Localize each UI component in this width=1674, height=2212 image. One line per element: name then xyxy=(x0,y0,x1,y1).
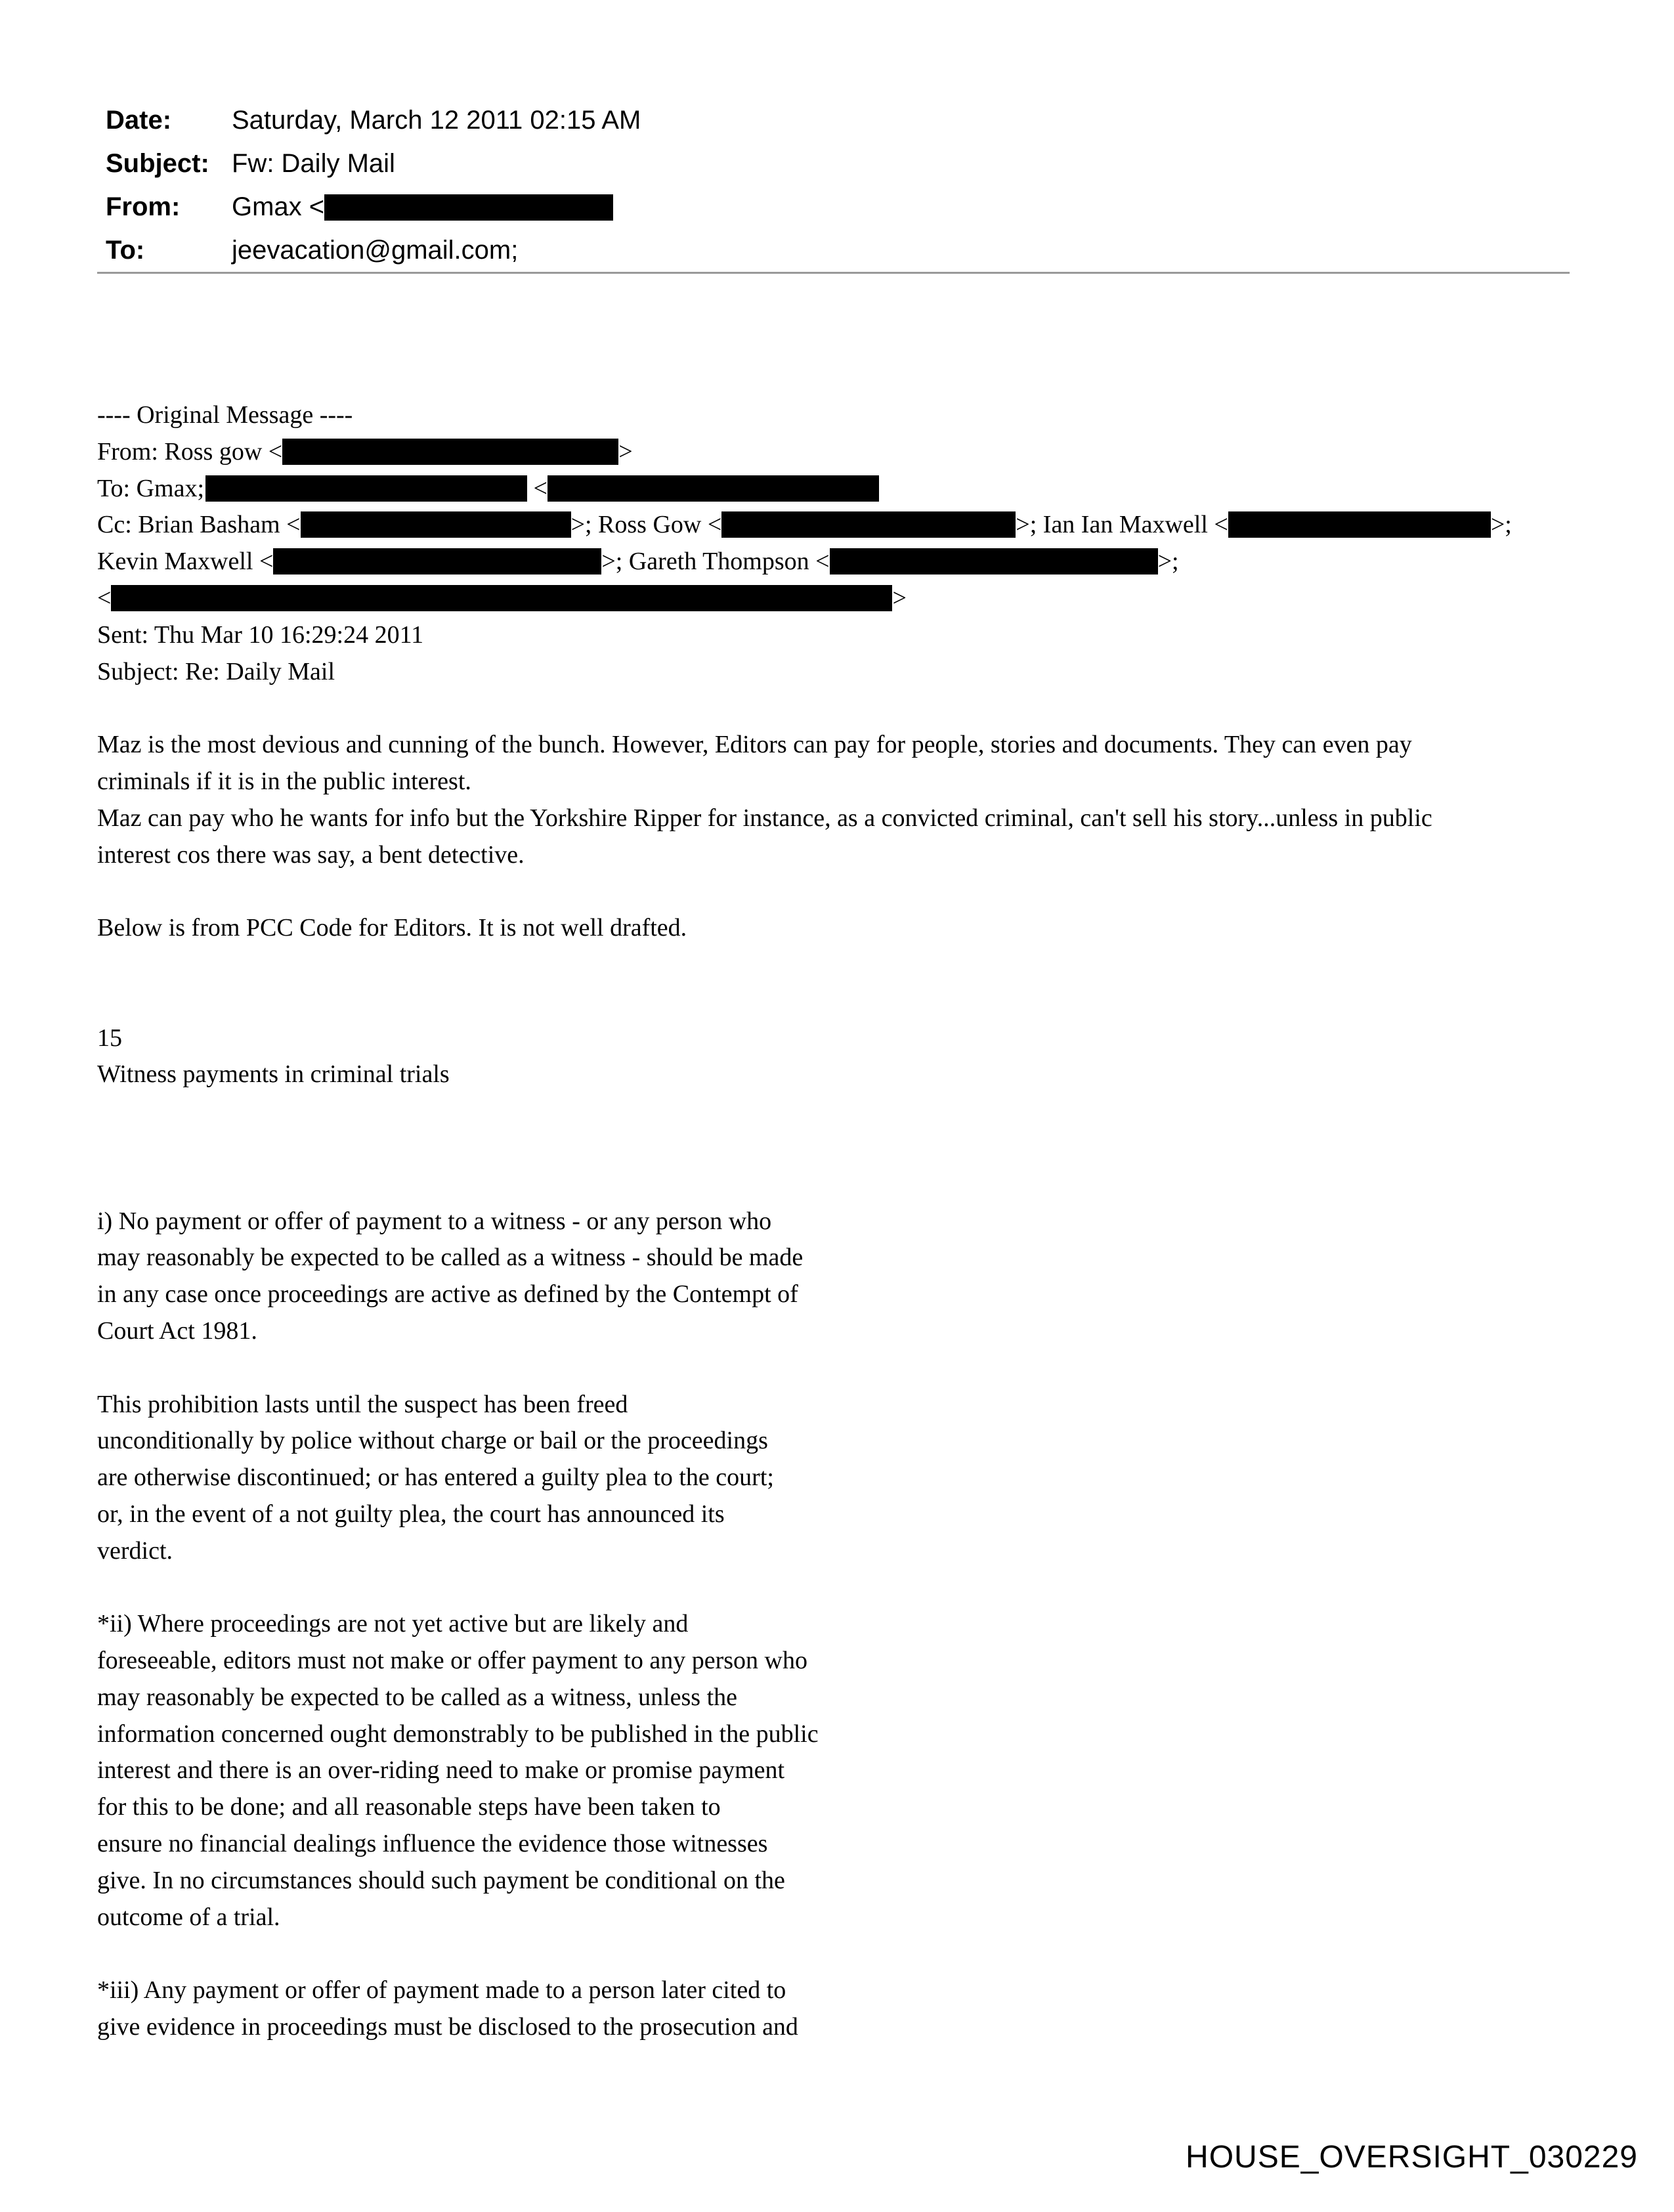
original-to-line xyxy=(97,471,1568,508)
paragraph xyxy=(97,727,1568,873)
subject-row xyxy=(106,142,641,185)
redaction xyxy=(721,511,1016,538)
text-line: in any case once proceedings are active as defined by the Contempt of xyxy=(97,1280,798,1309)
clause-iii xyxy=(97,1972,1568,2046)
text-line: give evidence in proceedings must be disclosed to the prosecution and xyxy=(97,2013,798,2041)
text-line: *iii) Any payment or offer of payment made to a person later cited to xyxy=(97,1976,786,2005)
close-bracket: >; xyxy=(1157,548,1179,576)
text-line: Maz can pay who he wants for info but the Yorkshire Ripper for instance, as a convicted criminal, can't sell his story...unless in public xyxy=(97,804,1432,832)
text-line: or, in the event of a not guilty plea, the court has announced its xyxy=(97,1500,725,1528)
text-line: interest cos there was say, a bent detective. xyxy=(97,840,525,869)
redaction xyxy=(324,194,613,221)
prohibition-paragraph xyxy=(97,1387,1568,1570)
original-from-text: From: Ross gow < xyxy=(97,437,283,466)
redaction xyxy=(282,439,618,465)
text-line: unconditionally by police without charge or bail or the proceedings xyxy=(97,1427,768,1455)
to-label: To: xyxy=(106,236,145,265)
cc-gareth-text: >; Gareth Thompson < xyxy=(601,548,830,576)
email-header xyxy=(106,98,641,272)
text-line: may reasonably be expected to be called as a witness - should be made xyxy=(97,1244,804,1272)
open-bracket: < xyxy=(97,584,112,612)
date-row xyxy=(106,98,641,142)
from-value xyxy=(232,185,613,228)
text-line: Maz is the most devious and cunning of the bunch. However, Editors can pay for people, stories and documents. They can even pay xyxy=(97,731,1412,759)
from-row xyxy=(106,185,641,228)
date-value: Saturday, March 12 2011 02:15 AM xyxy=(232,106,641,135)
original-from-line xyxy=(97,434,1568,471)
text-line: interest and there is an over-riding need to make or promise payment xyxy=(97,1756,785,1785)
from-value-text: Gmax < xyxy=(232,192,325,221)
header-divider xyxy=(97,272,1570,274)
section-title: Witness payments in criminal trials xyxy=(97,1060,450,1089)
original-cc-line xyxy=(97,507,1568,544)
text-line: i) No payment or offer of payment to a witness - or any person who xyxy=(97,1207,772,1235)
cc-ian-text: >; Ian Ian Maxwell < xyxy=(1016,511,1228,539)
subject-value: Fw: Daily Mail xyxy=(232,149,395,178)
text-line: criminals if it is in the public interest. xyxy=(97,767,471,795)
cc-kevin-text: Kevin Maxwell < xyxy=(97,548,274,576)
subject-label: Subject: xyxy=(106,149,209,178)
original-subject-line: Subject: Re: Daily Mail xyxy=(97,657,335,685)
open-bracket: < xyxy=(527,474,547,502)
redaction xyxy=(301,511,571,538)
text-line: give. In no circumstances should such payment be conditional on the xyxy=(97,1866,785,1894)
bates-number: HOUSE_OVERSIGHT_030229 xyxy=(1186,2140,1638,2175)
text-line: *ii) Where proceedings are not yet active but are likely and xyxy=(97,1610,689,1638)
redaction xyxy=(273,548,601,575)
section-number: 15 xyxy=(97,1024,122,1052)
original-message-marker: ---- Original Message ---- xyxy=(97,401,353,429)
original-sent-line: Sent: Thu Mar 10 16:29:24 2011 xyxy=(97,620,424,649)
text-line: for this to be done; and all reasonable steps have been taken to xyxy=(97,1793,721,1821)
text-line: outcome of a trial. xyxy=(97,1903,280,1931)
text-line: verdict. xyxy=(97,1536,173,1565)
original-cc-line-2 xyxy=(97,544,1568,580)
paragraph: Below is from PCC Code for Editors. It is not well drafted. xyxy=(97,914,687,942)
close-bracket: >; xyxy=(1490,511,1512,539)
redaction xyxy=(111,585,892,611)
close-bracket: > xyxy=(618,437,633,466)
redaction xyxy=(205,475,527,502)
text-line: ensure no financial dealings influence the evidence those witnesses xyxy=(97,1830,768,1858)
text-line: may reasonably be expected to be called as a witness, unless the xyxy=(97,1683,737,1711)
redaction xyxy=(830,548,1158,575)
redaction xyxy=(1228,511,1491,538)
to-value: jeevacation@gmail.com; xyxy=(232,236,519,265)
cc-brian-text: Cc: Brian Basham < xyxy=(97,511,301,539)
text-line: are otherwise discontinued; or has entered a guilty plea to the court; xyxy=(97,1464,774,1492)
email-body xyxy=(97,397,1568,2046)
text-line: information concerned ought demonstrably to be published in the public xyxy=(97,1720,819,1748)
date-label: Date: xyxy=(106,106,172,135)
close-bracket: > xyxy=(892,584,907,612)
clause-ii xyxy=(97,1606,1568,1936)
original-cc-line-3 xyxy=(97,580,1568,617)
to-row xyxy=(106,228,641,272)
text-line: foreseeable, editors must not make or offer payment to any person who xyxy=(97,1647,807,1675)
text-line: Court Act 1981. xyxy=(97,1316,257,1345)
from-label: From: xyxy=(106,192,181,221)
text-line: This prohibition lasts until the suspect has been freed xyxy=(97,1390,628,1418)
original-to-text: To: Gmax; xyxy=(97,474,205,502)
clause-i xyxy=(97,1204,1568,1350)
redaction xyxy=(547,475,879,502)
cc-ross-text: >; Ross Gow < xyxy=(570,511,722,539)
